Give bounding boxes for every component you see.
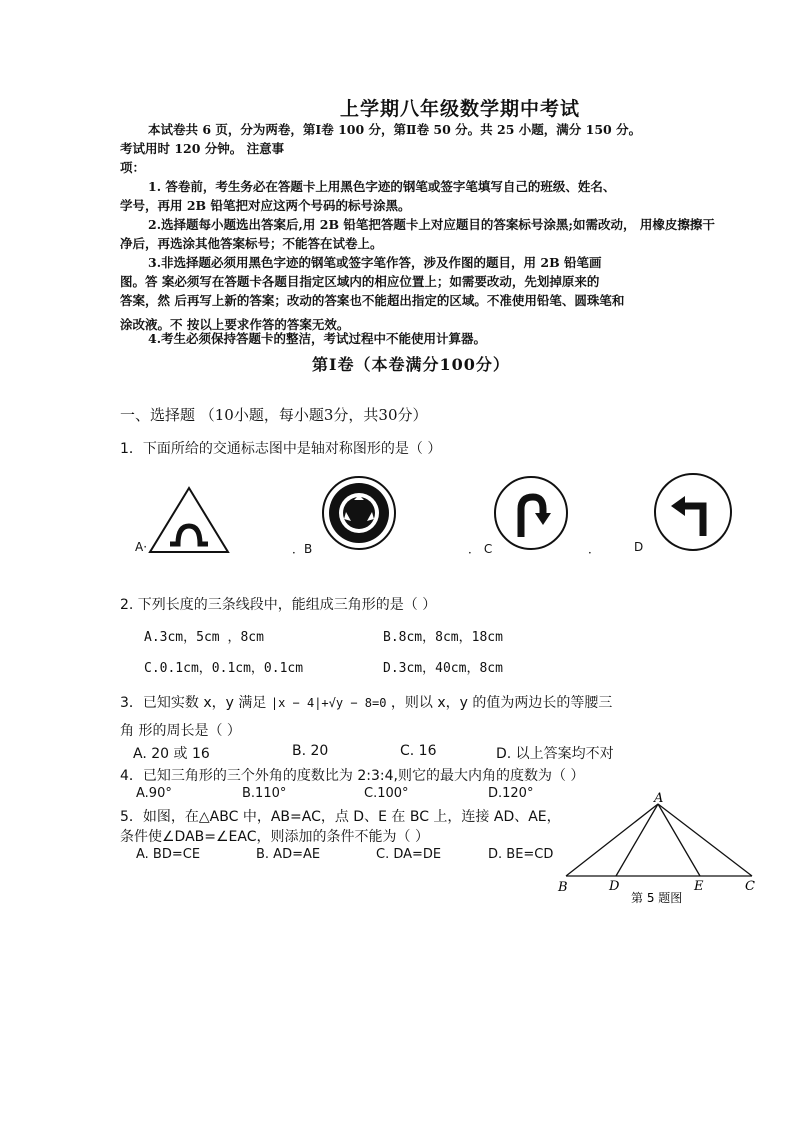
question-5-stem-line2: 条件使∠DAB=∠EAC，则添加的条件不能为（ ） [120, 829, 429, 845]
instruction-line: 答案，然 后再写上新的答案；改动的答案也不能超出指定的区域。不准使用铅笔、圆珠笔和 [120, 293, 625, 308]
q3-stem-pre: 3．已知实数 x，y 满足 [120, 695, 267, 711]
instruction-line: 1. 答卷前，考生务必在答题卡上用黑色字迹的钢笔或签字笔填写自己的班级、姓名、 [148, 179, 616, 194]
q4-option-a: A.90° [136, 786, 172, 801]
q4-option-c: C.100° [364, 786, 409, 801]
q4-option-d: D.120° [488, 786, 534, 801]
q1-label-b: ．B [292, 542, 313, 556]
q5-option-a: A. BD=CE [136, 847, 201, 862]
q3-option-a: A. 20 或 16 [133, 746, 210, 762]
q3-option-c: C. 16 [400, 743, 437, 759]
q1-label-dot: ． [588, 542, 601, 556]
question-5-stem: 5．如图，在△ABC 中，AB=AC，点 D、E 在 BC 上，连接 AD、AE， [120, 809, 561, 825]
q5-option-c: C. DA=DE [376, 847, 442, 862]
question-2-stem: 2. 下列长度的三条线段中，能组成三角形的是（ ） [120, 597, 437, 613]
instruction-line: 3.非选择题必须用黑色字迹的钢笔或签字笔作答，涉及作图的题目，用 2B 铅笔画 [148, 255, 602, 270]
fig-label-a: A [654, 791, 664, 806]
road-sign-d-left-turn [653, 472, 733, 552]
road-sign-c-uturn [493, 475, 569, 551]
q1-label-a: A· [135, 540, 148, 554]
q2-option-d: D.3cm，40cm，8cm [383, 661, 503, 676]
instruction-line: 涂改液。不 按以上要求作答的答案无效。 [120, 317, 350, 332]
figure-q5-triangle [552, 790, 766, 908]
instruction-line: 2.选择题每小题选出答案后,用 2B 铅笔把答题卡上对应题目的答案标号涂黑;如需改动， 用橡皮擦擦干 [148, 217, 715, 232]
fig-label-c: C [745, 879, 755, 894]
fig-label-e: E [694, 879, 704, 894]
section-title: 第Ⅰ卷（本卷满分100分） [312, 355, 510, 374]
q3-option-d: D. 以上答案均不对 [496, 746, 614, 762]
q5-option-b: B. AD=AE [256, 847, 321, 862]
q3-stem-post: ，则以 x，y 的值为两边长的等腰三 [390, 695, 613, 711]
fig-label-d: D [609, 879, 620, 894]
q4-option-b: B.110° [242, 786, 287, 801]
instruction-line: 净后，再选涂其他答案标号；不能答在试卷上。 [120, 236, 383, 251]
q5-option-d: D. BE=CD [488, 847, 554, 862]
fig-label-b: B [558, 880, 568, 895]
q3-formula: |x − 4|+√y − 8=0 [270, 696, 387, 710]
q2-option-a: A.3cm，5cm ，8cm [144, 630, 264, 645]
q2-option-b: B.8cm，8cm，18cm [383, 630, 503, 645]
instruction-line: 图。答 案必须写在答题卡各题目指定区域内的相应位置上；如需要改动，先划掉原来的 [120, 274, 600, 289]
instruction-line: 项： [120, 160, 146, 175]
road-sign-a-triangle [148, 486, 230, 554]
part-heading: 一、选择题 （10小题，每小题3分，共30分） [120, 406, 428, 424]
instruction-line: 本试卷共 6 页，分为两卷，第Ⅰ卷 100 分，第Ⅱ卷 50 分。共 25 小题，满分 150 分。 [148, 122, 642, 137]
question-3-stem [120, 692, 612, 712]
q1-label-d: D [634, 540, 644, 554]
instruction-line: 学号，再用 2B 铅笔把对应这两个号码的标号涂黑。 [120, 198, 411, 213]
road-sign-b-roundabout [321, 475, 397, 551]
instruction-line: 4.考生必须保持答题卡的整洁，考试过程中不能使用计算器。 [148, 331, 487, 346]
instruction-line: 考试用时 120 分钟。 注意事 [120, 141, 285, 156]
q2-option-c: C.0.1cm，0.1cm，0.1cm [144, 661, 304, 676]
question-3-stem-line2: 角 形的周长是（ ） [120, 723, 241, 739]
question-1-stem: 1．下面所给的交通标志图中是轴对称图形的是（ ） [120, 441, 442, 457]
q1-label-c: ． C [468, 542, 493, 556]
question-4-stem: 4．已知三角形的三个外角的度数比为 2:3:4,则它的最大内角的度数为（ ） [120, 768, 585, 784]
exam-title: 上学期八年级数学期中考试 [340, 98, 581, 120]
q3-option-b: B. 20 [292, 743, 329, 759]
fig-caption: 第 5 题图 [631, 891, 683, 905]
